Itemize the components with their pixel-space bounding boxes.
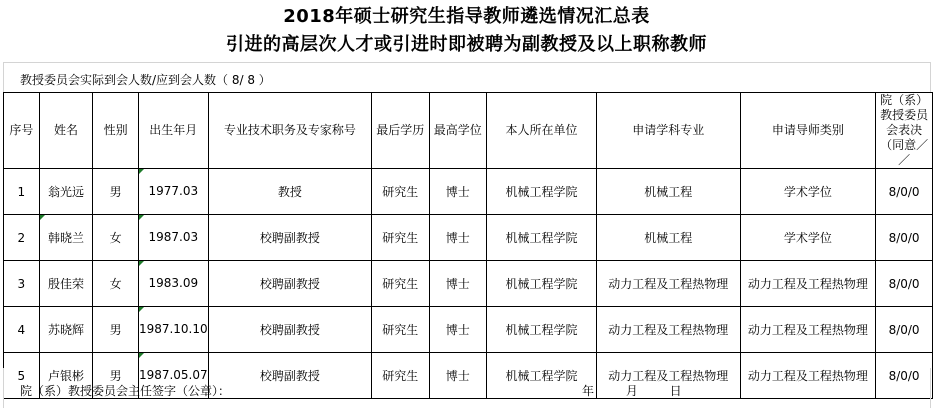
cell-birth[interactable]: 1987.05.07 [138,353,208,399]
cell-discipline[interactable]: 动力工程及工程热物理 [596,307,740,353]
cell-gender[interactable]: 男 [93,169,139,215]
cell-vote[interactable]: 8/0/0 [876,261,933,307]
selection-summary-table [3,92,933,399]
header-discipline: 申请学科专业 [596,93,740,169]
cell-index[interactable]: 1 [4,169,40,215]
cell-birth[interactable]: 1987.10.10 [138,307,208,353]
cell-supervisor-type[interactable]: 学术学位 [740,215,876,261]
cell-degree[interactable]: 博士 [429,215,487,261]
cell-birth[interactable]: 1983.09 [138,261,208,307]
signature-row [3,368,931,408]
cell-birth[interactable]: 1977.03 [138,169,208,215]
cell-gender[interactable]: 女 [93,261,139,307]
header-supervisor-type: 申请导师类别 [740,93,876,169]
cell-supervisor-type[interactable]: 动力工程及工程热物理 [740,307,876,353]
date-label: 年 月 日 [582,384,682,398]
attendance-text: 教授委员会实际到会人数/应到会人数（ 8/ 8 ） [20,73,271,87]
header-gender: 性别 [93,93,139,169]
cell-unit[interactable]: 机械工程学院 [487,353,597,399]
header-title: 专业技术职务及专家称号 [208,93,371,169]
header-degree: 最高学位 [429,93,487,169]
cell-vote[interactable]: 8/0/0 [876,215,933,261]
cell-vote[interactable]: 8/0/0 [876,307,933,353]
cell-education[interactable]: 研究生 [372,353,430,399]
cell-education[interactable]: 研究生 [372,169,430,215]
cell-gender[interactable]: 女 [93,215,139,261]
cell-title[interactable]: 教授 [208,169,371,215]
cell-gender[interactable]: 男 [93,307,139,353]
cell-name[interactable]: 苏晓辉 [39,307,93,353]
header-row [4,93,933,169]
cell-index[interactable]: 3 [4,261,40,307]
cell-degree[interactable]: 博士 [429,353,487,399]
cell-index[interactable]: 2 [4,215,40,261]
cell-supervisor-type[interactable]: 学术学位 [740,169,876,215]
cell-discipline[interactable]: 机械工程 [596,169,740,215]
cell-discipline[interactable]: 机械工程 [596,215,740,261]
attendance-row [3,62,931,92]
cell-education[interactable]: 研究生 [372,215,430,261]
cell-unit[interactable]: 机械工程学院 [487,215,597,261]
header-unit: 本人所在单位 [487,93,597,169]
cell-vote[interactable]: 8/0/0 [876,169,933,215]
cell-unit[interactable]: 机械工程学院 [487,307,597,353]
cell-degree[interactable]: 博士 [429,307,487,353]
header-name: 姓名 [39,93,93,169]
page-title: 2018年硕士研究生指导教师遴选情况汇总表 [283,6,650,27]
cell-education[interactable]: 研究生 [372,261,430,307]
signature-label: 院（系）教授委员会主任签字（公章）： [20,384,231,398]
cell-gender[interactable]: 男 [93,353,139,399]
cell-title[interactable]: 校聘副教授 [208,215,371,261]
cell-discipline[interactable]: 动力工程及工程热物理 [596,353,740,399]
cell-title[interactable]: 校聘副教授 [208,261,371,307]
cell-name[interactable]: 翁光远 [39,169,93,215]
cell-supervisor-type[interactable]: 动力工程及工程热物理 [740,261,876,307]
cell-index[interactable]: 4 [4,307,40,353]
table-row [4,215,933,261]
cell-title[interactable]: 校聘副教授 [208,307,371,353]
header-birth: 出生年月 [138,93,208,169]
cell-discipline[interactable]: 动力工程及工程热物理 [596,261,740,307]
table-row [4,307,933,353]
header-vote: 院（系）教授委员会表决（同意／／ [876,93,933,169]
cell-degree[interactable]: 博士 [429,261,487,307]
cell-vote[interactable]: 8/0/0 [876,353,933,399]
cell-name[interactable]: 殷佳荣 [39,261,93,307]
table-row [4,169,933,215]
table-row [4,261,933,307]
header-index: 序号 [4,93,40,169]
cell-supervisor-type[interactable]: 动力工程及工程热物理 [740,353,876,399]
cell-index[interactable]: 5 [4,353,40,399]
cell-education[interactable]: 研究生 [372,307,430,353]
header-education: 最后学历 [372,93,430,169]
cell-birth[interactable]: 1987.03 [138,215,208,261]
cell-unit[interactable]: 机械工程学院 [487,261,597,307]
page-subtitle: 引进的高层次人才或引进时即被聘为副教授及以上职称教师 [226,34,707,55]
cell-degree[interactable]: 博士 [429,169,487,215]
cell-name[interactable]: 卢银彬 [39,353,93,399]
cell-unit[interactable]: 机械工程学院 [487,169,597,215]
cell-title[interactable]: 校聘副教授 [208,353,371,399]
cell-name[interactable]: 韩晓兰 [39,215,93,261]
